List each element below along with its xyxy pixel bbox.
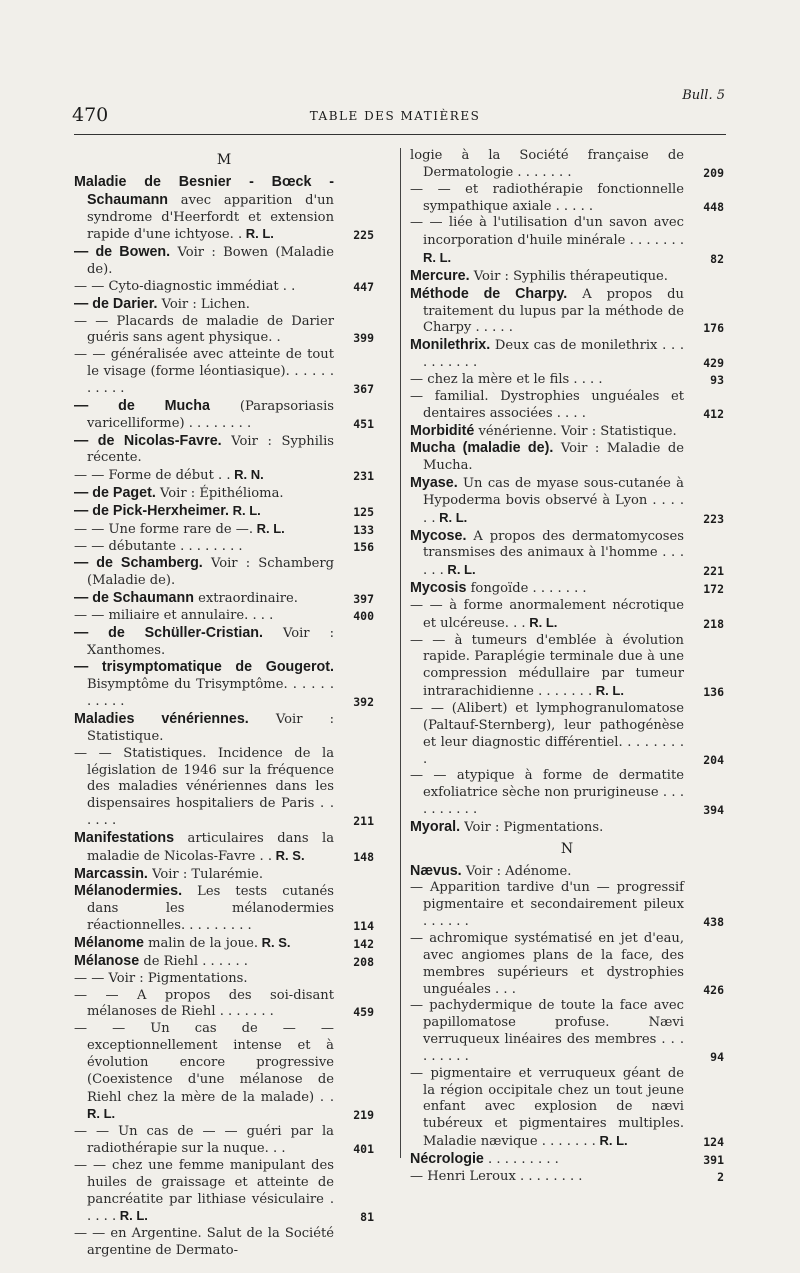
entry-page-number: 172 — [703, 582, 724, 597]
entry-reference: R. S. — [272, 847, 305, 863]
entry-text: Voir : Syphilis récente. — [87, 433, 334, 466]
entry-text: Voir : Adénome. — [461, 863, 572, 879]
entry-heading: — de Paget. — [74, 485, 156, 502]
index-entry — [74, 433, 374, 468]
entry-page-number: 459 — [353, 1005, 374, 1020]
header-rule — [74, 134, 726, 135]
index-entry — [410, 633, 724, 701]
entry-page-number: 156 — [353, 539, 374, 554]
index-entry — [74, 539, 374, 556]
entry-page-number: 204 — [703, 752, 724, 767]
entry-text: Les tests cutanés dans les mélanodermies réactionnelles. . . . . . . . . — [87, 884, 334, 934]
index-entry — [410, 389, 724, 423]
index-entry — [410, 819, 724, 837]
entry-text: Voir : Lichen. — [157, 296, 250, 312]
index-entry — [74, 1124, 374, 1158]
index-entry — [74, 347, 374, 398]
index-entry — [74, 953, 374, 971]
index-entry — [74, 555, 374, 590]
entry-reference: R. L. — [435, 509, 468, 525]
entry-reference: R. L. — [423, 250, 452, 266]
index-entry — [74, 467, 374, 485]
entry-heading: — de Nicolas-Favre. — [74, 432, 222, 449]
index-entry — [74, 830, 374, 866]
entry-heading: Méthode de Charpy. — [410, 285, 568, 302]
entry-page-number: 142 — [353, 936, 374, 951]
entry-heading: — de Pick-Herxheimer. — [74, 502, 229, 519]
entry-text: (Parapsoriasis varicelliforme) . . . . . . . . — [87, 398, 334, 431]
entry-heading: Mercure. — [410, 267, 470, 284]
entry-page-number: 114 — [353, 919, 374, 934]
entry-text: — achromique systématisé en jet d'eau, avec angiomes plans de la face, des membres supérieurs et dystrophies unguéales . . . — [410, 930, 684, 997]
index-entry — [410, 475, 724, 528]
index-entry — [410, 286, 724, 338]
entry-page-number: 94 — [710, 1049, 724, 1064]
entry-text: logie à la Société française de Dermatologie . . . . . . . — [410, 148, 684, 180]
index-entry — [410, 268, 724, 286]
entry-page-number: 218 — [703, 616, 724, 631]
entry-heading: — de Darier. — [74, 295, 158, 312]
entry-text: — — chez une femme manipulant des huiles de graissage et atteinte de pancréatite par lithiase vésiculaire . . . . . — [74, 1157, 334, 1225]
entry-reference: R. S. — [258, 934, 291, 950]
section-letter-m: M — [216, 152, 232, 168]
entry-page-number: 397 — [353, 592, 374, 607]
entry-text: extraordinaire. — [193, 591, 298, 607]
index-entry — [74, 590, 374, 608]
index-entry — [74, 711, 374, 746]
entry-page-number: 426 — [703, 982, 724, 997]
entry-text: fongoïde . . . . . . . — [466, 581, 587, 597]
entry-page-number: 208 — [353, 954, 374, 969]
index-entry — [74, 608, 374, 625]
entry-reference: R. L. — [592, 683, 624, 699]
entry-page-number: 219 — [353, 1108, 374, 1123]
index-entry — [410, 701, 724, 768]
entry-text: Un cas de myase sous-cutanée à Hypoderma bovis observé à Lyon . . . . . . — [423, 476, 684, 526]
entry-reference: R. L. — [525, 614, 558, 630]
entry-reference: R. L. — [87, 1106, 116, 1122]
section-letter-n: N — [560, 840, 574, 857]
index-entry — [410, 998, 724, 1065]
entry-page-number: 81 — [360, 1210, 374, 1225]
entry-text: Voir : Statistique. — [87, 712, 334, 744]
index-entry — [410, 148, 724, 182]
entry-text: — — Une forme rare de —. — [74, 521, 253, 537]
entry-text: — chez la mère et le fils . . . . — [410, 371, 603, 387]
entry-text: — — généralisée avec atteinte de tout le visage (forme léontiasique). . . . . . . . . . . — [74, 347, 334, 396]
index-entry — [410, 528, 724, 581]
entry-heading: Manifestations — [74, 829, 175, 846]
index-entry — [410, 580, 724, 598]
entry-text: Bisymptôme du Trisymptôme. . . . . . . . . . . — [87, 677, 334, 710]
index-entry — [410, 1169, 724, 1186]
entry-page-number: 176 — [703, 321, 724, 336]
entry-heading: Marcassin. — [74, 865, 148, 882]
entry-heading: Myoral. — [410, 818, 461, 835]
entry-text: de Riehl . . . . . . — [139, 953, 248, 969]
entry-text: A propos du traitement du lupus par la méthode de Charpy . . . . . — [423, 286, 684, 336]
entry-heading: Monilethrix. — [410, 337, 491, 354]
entry-text: — — Voir : Pigmentations. — [74, 970, 248, 986]
entry-heading: Nævus. — [410, 862, 462, 879]
entry-heading: — trisymptomatique de Gougerot. — [74, 659, 334, 676]
entry-heading: Mélanodermies. — [74, 883, 183, 900]
entry-page-number: 392 — [353, 695, 374, 710]
entry-page-number: 209 — [703, 165, 724, 180]
entry-page-number: 448 — [703, 199, 724, 214]
index-entry — [410, 440, 724, 475]
entry-page-number: 394 — [703, 803, 724, 818]
index-entry — [74, 1021, 374, 1124]
entry-heading: Mucha (maladie de). — [410, 440, 554, 457]
entry-text: — pigmentaire et verruqueux géant de la région occipitale chez un tout jeune enfant avec explosion de nævi tubéreux et pigmentaires multiples. Maladie nævique . . . . . . . — [410, 1065, 684, 1150]
right-column — [410, 148, 724, 1186]
entry-page-number: 367 — [353, 381, 374, 396]
index-entry — [74, 1158, 374, 1226]
entry-text: malin de la joue. — [143, 935, 259, 951]
entry-text: Voir : Pigmentations. — [460, 819, 604, 835]
index-entry — [74, 935, 374, 953]
index-entry — [410, 423, 724, 441]
entry-reference: R. L. — [595, 1133, 628, 1149]
index-entry — [74, 174, 374, 244]
index-entry — [74, 625, 374, 660]
entry-heading: Mycose. — [410, 527, 467, 544]
entry-reference: R. L. — [253, 520, 285, 536]
entry-text: avec apparition d'un syndrome d'Heerfordt et extension rapide d'une ichtyose. . — [87, 192, 334, 243]
entry-text: — — à tumeurs d'emblée à évolution rapide. Paraplégie terminale due à une compression médullaire par tumeur intrarachidienne . . . . . . . — [410, 632, 684, 700]
entry-heading: Nécrologie — [410, 1150, 484, 1167]
entry-page-number: 148 — [353, 849, 374, 864]
index-entry — [74, 296, 374, 314]
entry-text: — familial. Dystrophies unguéales et dentaires associées . . . . — [410, 388, 684, 421]
entry-page-number: 391 — [703, 1152, 724, 1167]
entry-text: — — en Argentine. Salut de la Société argentine de Dermato- — [74, 1226, 334, 1259]
entry-text: — — miliaire et annulaire. . . . — [74, 607, 274, 623]
index-entry — [410, 768, 724, 819]
entry-reference: R. L. — [443, 562, 476, 578]
entry-heading: Mycosis — [410, 580, 467, 597]
index-entry — [74, 866, 374, 884]
entry-text: Voir : Épithélioma. — [155, 486, 284, 502]
index-entry — [74, 883, 374, 935]
index-entry — [74, 521, 374, 539]
entry-page-number: 447 — [353, 279, 374, 294]
index-entry — [410, 931, 724, 998]
entry-text: articulaires dans la maladie de Nicolas-Favre . . — [87, 830, 334, 864]
entry-text: — — Forme de début . . — [74, 468, 231, 484]
entry-text: Voir : Syphilis thérapeutique. — [469, 268, 668, 284]
index-entry — [74, 746, 374, 830]
entry-page-number: 438 — [703, 915, 724, 930]
entry-page-number: 2 — [717, 1169, 724, 1184]
index-entry — [74, 244, 374, 279]
entry-page-number: 93 — [710, 372, 724, 387]
index-entry — [74, 485, 374, 503]
index-entry — [410, 598, 724, 633]
entry-text: — — à forme anormalement nécrotique et ulcéreuse. . . — [410, 597, 684, 631]
entry-text: Voir : Tularémie. — [147, 866, 264, 882]
index-entry — [74, 659, 374, 711]
index-entry — [410, 215, 724, 268]
entry-page-number: 136 — [703, 685, 724, 700]
entry-text: — — et radiothérapie fonctionnelle sympathique axiale . . . . . — [410, 181, 684, 214]
entry-text: Deux cas de monilethrix . . . . . . . . . . — [423, 338, 684, 371]
index-entry — [74, 988, 374, 1022]
entry-page-number: 82 — [710, 252, 724, 267]
entry-heading: Mélanome — [74, 934, 144, 951]
entry-text: — — Un cas de — — guéri par la radiothérapie sur la nuque. . . — [74, 1124, 334, 1157]
entry-heading: — de Bowen. — [74, 244, 171, 261]
running-title: TABLE DES MATIÈRES — [309, 109, 481, 123]
entry-text: A propos des dermatomycoses transmises des animaux à l'homme . . . . . . — [423, 528, 684, 579]
entry-text: — — Placards de maladie de Darier guéris sans agent physique. . — [74, 313, 334, 346]
entry-heading: Myase. — [410, 475, 458, 492]
index-entry — [74, 279, 374, 296]
entry-text: . . . . . . . . . — [483, 1151, 559, 1167]
entry-page-number: 451 — [353, 416, 374, 431]
entry-page-number: 429 — [703, 356, 724, 371]
entry-heading: Maladies vénériennes. — [74, 711, 249, 727]
index-entry — [410, 1066, 724, 1151]
index-entry — [74, 1226, 374, 1260]
entry-heading: Morbidité — [410, 422, 475, 439]
entry-text: — — atypique à forme de dermatite exfoliatrice sèche non prurigineuse . . . . . . . . . . — [410, 768, 684, 818]
entry-heading: — de Mucha — [74, 397, 210, 414]
page-number: 470 — [72, 104, 109, 126]
entry-text: Voir : Bowen (Maladie de). — [87, 245, 334, 278]
index-entry — [410, 880, 724, 931]
entry-text: — — liée à l'utilisation d'un savon avec incorporation d'huile minérale . . . . . . . — [410, 215, 684, 249]
left-column — [74, 148, 374, 1260]
entry-reference: R. L. — [228, 502, 261, 518]
entry-reference: R. N. — [230, 467, 264, 483]
entry-text: — — (Alibert) et lymphogranulomatose (Paltauf-Sternberg), leur pathogénèse et leur diagnostic différentiel. . . . . . . . . — [410, 701, 684, 767]
index-entry — [74, 971, 374, 988]
entry-heading: — de Schamberg. — [74, 555, 203, 572]
entry-text: Voir : Xanthomes. — [87, 625, 334, 658]
index-entry — [410, 372, 724, 389]
index-entry — [410, 1151, 724, 1169]
entry-page-number: 400 — [353, 608, 374, 623]
entry-page-number: 399 — [353, 331, 374, 346]
entry-heading: — de Schüller-Cristian. — [74, 624, 263, 641]
index-entry — [74, 503, 374, 521]
index-entry — [74, 398, 374, 433]
entry-page-number: 401 — [353, 1142, 374, 1157]
entry-page-number: 133 — [353, 522, 374, 537]
index-entry — [410, 182, 724, 216]
entry-text: vénérienne. Voir : Statistique. — [474, 423, 677, 439]
entry-page-number: 125 — [353, 504, 374, 519]
entry-text: Voir : Schamberg (Maladie de). — [87, 556, 335, 589]
entry-text: — — débutante . . . . . . . . — [74, 538, 243, 554]
entry-page-number: 231 — [353, 469, 374, 484]
index-entry — [410, 863, 724, 881]
entry-text: — Henri Leroux . . . . . . . . — [410, 1168, 583, 1184]
entry-text: — pachydermique de toute la face avec papillomatose profuse. Nævi verruqueux linéaires des membres . . . . . . . . . — [410, 998, 684, 1064]
bulletin-mark: Bull. 5 — [682, 88, 725, 103]
column-divider — [400, 148, 401, 1158]
entry-text: — — A propos des soi-disant mélanoses de Riehl . . . . . . . — [74, 987, 334, 1020]
entry-page-number: 124 — [703, 1135, 724, 1150]
entry-text: — — Statistiques. Incidence de la législation de 1946 sur la fréquence des maladies vénériennes dans les dispensaires hospitaliers de Paris . . . . . . — [74, 745, 334, 829]
entry-page-number: 211 — [353, 814, 374, 829]
index-entry — [410, 337, 724, 372]
entry-page-number: 223 — [703, 511, 724, 526]
entry-page-number: 412 — [703, 406, 724, 421]
entry-text: — — Cyto-diagnostic immédiat . . — [74, 278, 296, 294]
entry-reference: R. L. — [242, 226, 274, 242]
entry-heading: Mélanose — [74, 952, 140, 969]
entry-text: — — Un cas de — — exceptionnellement intense et à évolution encore progressive (Coexistence d'une mélanose de Riehl chez la mère de la malade) . . — [74, 1021, 334, 1105]
entry-text: Voir : Maladie de Mucha. — [423, 441, 684, 474]
entry-heading: — de Schaumann — [74, 590, 194, 607]
entry-heading: Maladie de Besnier - Bœck - Schaumann — [74, 173, 334, 208]
index-entry — [74, 314, 374, 348]
entry-text: — Apparition tardive d'un — progressif pigmentaire et secondairement pileux . . . . . . — [410, 880, 684, 930]
page-header — [0, 88, 800, 130]
entry-reference: R. L. — [116, 1208, 148, 1224]
entry-page-number: 221 — [703, 564, 724, 579]
entry-page-number: 225 — [353, 228, 374, 243]
